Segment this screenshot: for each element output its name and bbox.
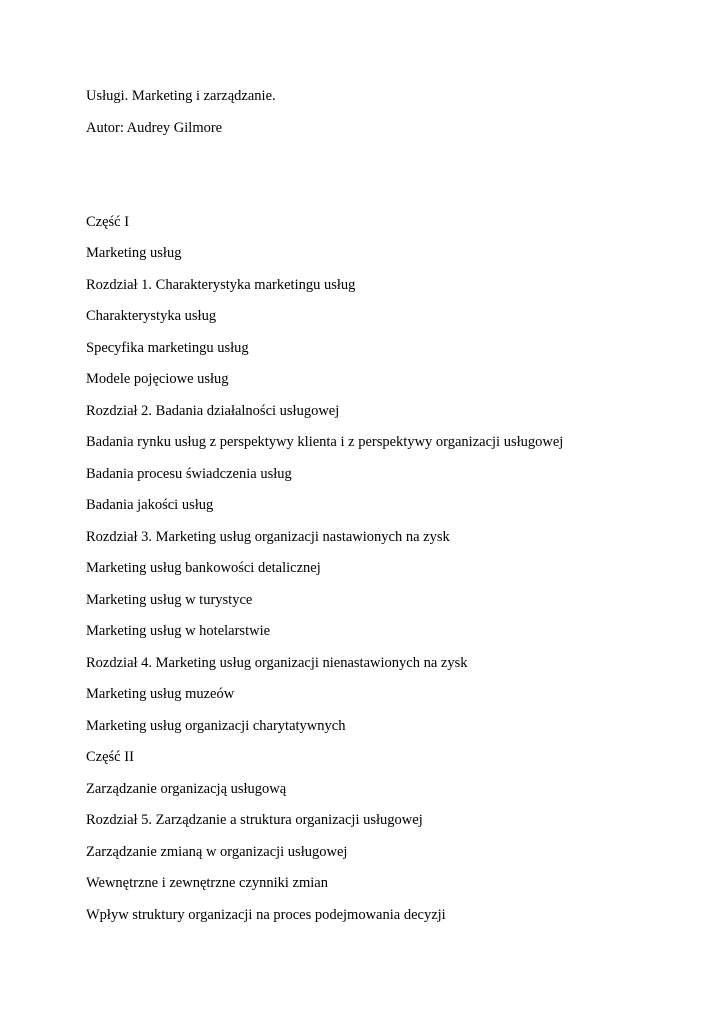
toc-chapter: Rozdział 3. Marketing usług organizacji nastawionych na zysk	[86, 529, 450, 545]
toc-section: Badania rynku usług z perspektywy klienta i z perspektywy organizacji usługowej	[86, 434, 564, 450]
toc-chapter: Rozdział 4. Marketing usług organizacji nienastawionych na zysk	[86, 655, 468, 671]
toc-section: Specyfika marketingu usług	[86, 340, 249, 356]
toc-chapter: Rozdział 2. Badania działalności usługowej	[86, 403, 340, 419]
toc-section: Modele pojęciowe usług	[86, 371, 229, 387]
toc-section: Marketing usług w hotelarstwie	[86, 623, 271, 639]
toc-section: Zarządzanie zmianą w organizacji usługowej	[86, 844, 348, 860]
toc-section: Badania jakości usług	[86, 497, 214, 513]
toc-part-title: Zarządzanie organizacją usługową	[86, 781, 287, 797]
toc-section: Marketing usług organizacji charytatywnych	[86, 718, 346, 734]
toc-section: Badania procesu świadczenia usług	[86, 466, 292, 482]
toc-section: Marketing usług w turystyce	[86, 592, 253, 608]
toc-part-heading: Część II	[86, 749, 134, 765]
toc-section: Marketing usług bankowości detalicznej	[86, 560, 321, 576]
toc-section: Marketing usług muzeów	[86, 686, 235, 702]
toc-chapter: Rozdział 1. Charakterystyka marketingu usług	[86, 277, 356, 293]
toc-section: Wpływ struktury organizacji na proces podejmowania decyzji	[86, 907, 446, 923]
document-author: Autor: Audrey Gilmore	[86, 120, 223, 136]
toc-section: Wewnętrzne i zewnętrzne czynniki zmian	[86, 875, 328, 891]
toc-section: Charakterystyka usług	[86, 308, 217, 324]
toc-chapter: Rozdział 5. Zarządzanie a struktura organizacji usługowej	[86, 812, 423, 828]
toc-part-heading: Część I	[86, 214, 130, 230]
document-title: Usługi. Marketing i zarządzanie.	[86, 88, 276, 104]
toc-part-title: Marketing usług	[86, 245, 182, 261]
